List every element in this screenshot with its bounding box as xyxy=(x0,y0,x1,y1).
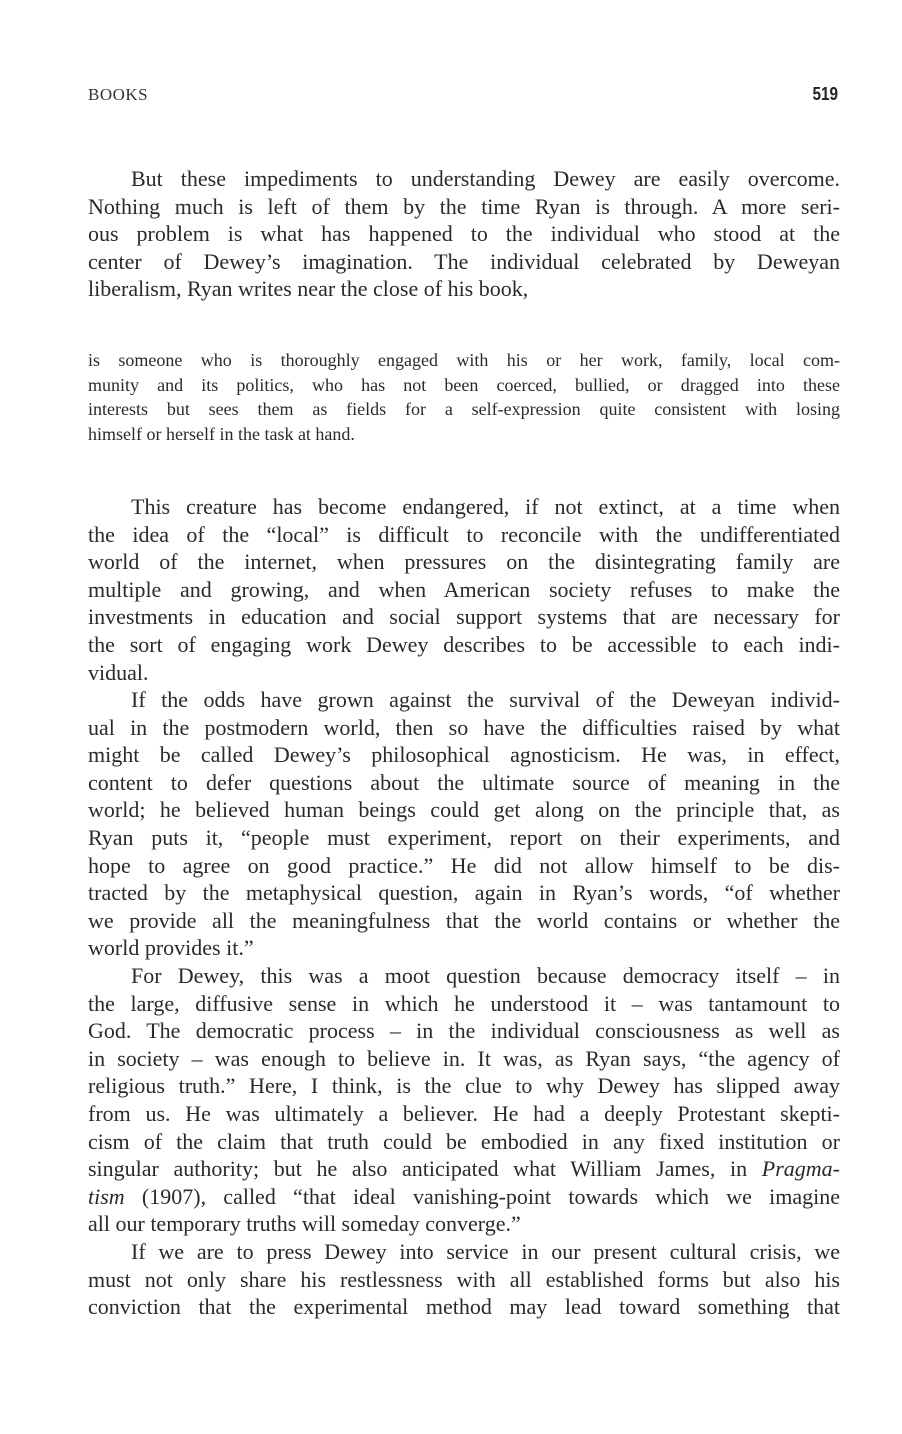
text-line: from us. He was ultimately a believer. He had a deeply Protestant skepti- xyxy=(88,1100,840,1126)
text-line: we provide all the meaningfulness that the world contains or whether the xyxy=(88,907,840,933)
text-line: might be called Dewey’s philosophical agnosticism. He was, in effect, xyxy=(88,742,840,768)
text-line: For Dewey, this was a moot question because democracy itself – in xyxy=(131,963,840,988)
text-line: This creature has become endangered, if not extinct, at a time when xyxy=(131,494,840,519)
text-line: multiple and growing, and when American society refuses to make the xyxy=(88,576,840,602)
paragraph-2 xyxy=(88,493,840,686)
paragraph-1 xyxy=(88,165,840,303)
text-line: tracted by the metaphysical question, again in Ryan’s words, “of whether xyxy=(88,880,840,906)
text-line: But these impediments to understanding Dewey are easily overcome. xyxy=(131,166,840,191)
text-line: center of Dewey’s imagination. The individual celebrated by Deweyan xyxy=(88,248,840,274)
text-line: ous problem is what has happened to the individual who stood at the xyxy=(88,221,840,247)
text-line: liberalism, Ryan writes near the close of his book, xyxy=(88,276,529,302)
book-title-italic: tism xyxy=(88,1183,125,1209)
text-line: the idea of the “local” is difficult to reconcile with the undifferentiated xyxy=(88,521,840,547)
paragraph-3 xyxy=(88,686,840,962)
quote-line: interests but sees them as fields for a self-expression quite consistent with losing xyxy=(88,399,840,419)
page-number: 519 xyxy=(812,84,838,104)
quote-line: munity and its politics, who has not been coerced, bullied, or dragged into these xyxy=(88,374,840,395)
text-line: world; he believed human beings could get along on the principle that, as xyxy=(88,797,840,823)
section-title: BOOKS xyxy=(88,85,149,104)
text-line: the sort of engaging work Dewey describes to be accessible to each indi- xyxy=(88,631,840,657)
quote-line: is someone who is thoroughly engaged with his or her work, family, local com- xyxy=(88,350,840,370)
book-title-italic: Pragma- xyxy=(761,1156,840,1182)
text-line: the large, diffusive sense in which he understood it – was tantamount to xyxy=(88,990,840,1016)
paragraph-4 xyxy=(88,962,840,1238)
text-line: religious truth.” Here, I think, is the clue to why Dewey has slipped away xyxy=(88,1073,840,1099)
text-line: world of the internet, when pressures on the disintegrating family are xyxy=(88,549,840,575)
text-line: investments in education and social support systems that are necessary for xyxy=(88,604,840,630)
text-line: God. The democratic process – in the individual consciousness as well as xyxy=(88,1018,840,1044)
text-line: If we are to press Dewey into service in our present cultural crisis, we xyxy=(131,1239,840,1264)
text-line xyxy=(88,1183,840,1211)
running-head xyxy=(88,84,838,108)
text-line: all our temporary truths will someday converge.” xyxy=(88,1211,521,1237)
text-line: hope to agree on good practice.” He did not allow himself to be dis- xyxy=(88,852,840,878)
text-line: world provides it.” xyxy=(88,935,254,961)
text-line: If the odds have grown against the survival of the Deweyan individ- xyxy=(131,687,840,712)
quote-line: himself or herself in the task at hand. xyxy=(88,423,355,444)
text-line: content to defer questions about the ultimate source of meaning in the xyxy=(88,769,840,795)
text-line: must not only share his restlessness with all established forms but also his xyxy=(88,1266,840,1292)
text-line: ual in the postmodern world, then so have the difficulties raised by what xyxy=(88,714,840,740)
text-line xyxy=(88,1155,840,1183)
text-line: conviction that the experimental method may lead toward something that xyxy=(88,1294,840,1320)
text-line: vidual. xyxy=(88,659,149,685)
text-segment: singular authority; but he also anticipated what William James, in xyxy=(88,1156,762,1182)
block-quote xyxy=(88,348,840,446)
text-line: Ryan puts it, “people must experiment, report on their experiments, and xyxy=(88,824,840,850)
paragraph-5 xyxy=(88,1238,840,1321)
text-line: Nothing much is left of them by the time Ryan is through. A more seri- xyxy=(88,193,840,219)
text-line: in society – was enough to believe in. It was, as Ryan says, “the agency of xyxy=(88,1045,840,1071)
text-segment: (1907), called “that ideal vanishing-point towards which we imagine xyxy=(124,1183,840,1209)
text-line: cism of the claim that truth could be embodied in any fixed institution or xyxy=(88,1128,840,1154)
